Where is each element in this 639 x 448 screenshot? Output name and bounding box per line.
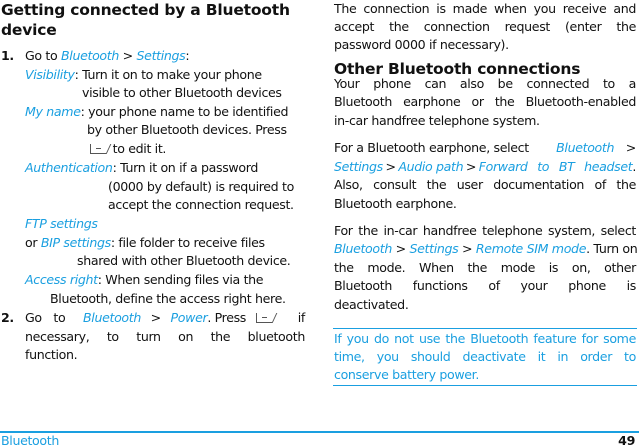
text-line xyxy=(334,158,636,176)
menu-link-bluetooth: Bluetooth xyxy=(83,310,142,325)
text: (0000 by default) is required to xyxy=(108,179,294,194)
text-line xyxy=(87,140,166,158)
softkey-icon xyxy=(90,144,106,154)
text: : Turn it on to make your phone xyxy=(74,67,262,82)
text: For a Bluetooth earphone, select xyxy=(334,140,529,155)
text: > xyxy=(119,48,137,63)
text: > xyxy=(465,159,477,174)
visibility-item xyxy=(25,66,262,84)
text: visible to other Bluetooth devices xyxy=(82,85,282,100)
text: : Turn it on if a password xyxy=(112,160,258,175)
softkey-icon xyxy=(256,313,272,323)
page-number: 49 xyxy=(618,433,635,448)
text: Go to xyxy=(25,310,78,325)
text: deactivated. xyxy=(334,297,409,312)
text: : file folder to receive files xyxy=(110,235,265,250)
text: to edit it. xyxy=(109,141,167,156)
auth-item xyxy=(25,159,258,177)
menu-link-audio-path: Audio path xyxy=(398,159,464,174)
text: Bluetooth earphone or the Bluetooth-enabled xyxy=(334,94,636,109)
note-text: conserve battery power. xyxy=(334,367,479,382)
note-text: If you do not use the Bluetooth feature for some xyxy=(334,331,636,346)
text: > xyxy=(392,241,410,256)
note-top-rule xyxy=(333,328,637,329)
text: For the in-car handfree telephone system, select xyxy=(334,223,636,238)
text: Bluetooth, define the access right here. xyxy=(50,291,286,306)
text: password 0000 if necessary). xyxy=(334,37,509,52)
text: > xyxy=(458,241,476,256)
term-my-name: My name xyxy=(25,104,81,119)
text: necessary, to turn on the bluetooth xyxy=(25,329,305,344)
menu-link-bluetooth: Bluetooth xyxy=(334,241,392,256)
text: Your phone can also be connected to a xyxy=(334,76,636,91)
access-item xyxy=(25,271,263,289)
term-authentication: Authentication xyxy=(25,160,113,175)
subheading: Other Bluetooth connections xyxy=(334,60,581,78)
text: if xyxy=(297,310,305,325)
text: shared with other Bluetooth device. xyxy=(77,253,291,268)
term-access-right: Access right xyxy=(25,272,98,287)
text: in-car handfree telephone system. xyxy=(334,113,540,128)
text: Also, consult the user documentation of the xyxy=(334,177,636,192)
menu-link-power: Power xyxy=(170,310,208,325)
note-bottom-rule xyxy=(333,385,637,386)
text: or xyxy=(25,235,41,250)
text: Bluetooth functions of your phone is xyxy=(334,278,636,293)
footer-section: Bluetooth xyxy=(1,433,59,448)
note-text: time, you should deactivate it in order to xyxy=(334,349,636,364)
text: : your phone name to be identified xyxy=(80,104,289,119)
text: > xyxy=(147,310,165,325)
term-bip-settings: BIP settings xyxy=(40,235,111,250)
text: > xyxy=(385,159,396,174)
text-line xyxy=(334,139,636,157)
section-heading: Getting connected by a Bluetooth xyxy=(1,1,290,19)
menu-link-settings: Settings xyxy=(334,159,383,174)
text-line xyxy=(334,240,636,258)
step-2 xyxy=(1,309,305,327)
text: . Press xyxy=(207,310,250,325)
footer-rule xyxy=(0,431,639,433)
text: accept the connection request (enter the xyxy=(334,19,636,34)
menu-link-remote-sim-mode: Remote SIM mode xyxy=(475,241,587,256)
text: The connection is made when you receive and xyxy=(334,1,636,16)
text: : When sending files via the xyxy=(97,272,264,287)
term-visibility: Visibility xyxy=(25,67,75,82)
text: . Turn on xyxy=(586,241,638,256)
text: accept the connection request. xyxy=(108,197,294,212)
menu-link-settings: Settings xyxy=(409,241,459,256)
text: . xyxy=(632,159,636,174)
menu-link-settings: Settings xyxy=(136,48,186,63)
text: > xyxy=(622,140,636,155)
myname-item xyxy=(25,103,288,121)
term-ftp-settings: FTP settings xyxy=(25,216,98,231)
section-heading-cont: device xyxy=(1,21,57,39)
bip-item xyxy=(25,234,265,252)
menu-link-bluetooth: Bluetooth xyxy=(61,48,120,63)
step-number: 2. xyxy=(1,310,14,325)
text: the mode. When the mode is on, other xyxy=(334,260,636,275)
menu-link-bluetooth: Bluetooth xyxy=(556,140,615,155)
step-1 xyxy=(1,47,189,65)
step-number: 1. xyxy=(1,48,14,63)
text: by other Bluetooth devices. Press xyxy=(87,122,287,137)
text: : xyxy=(185,48,190,63)
menu-link-forward-bt-headset: Forward to BT headset xyxy=(478,159,633,174)
text: function. xyxy=(25,347,78,362)
text: Go to xyxy=(25,48,62,63)
text: Bluetooth earphone. xyxy=(334,196,457,211)
